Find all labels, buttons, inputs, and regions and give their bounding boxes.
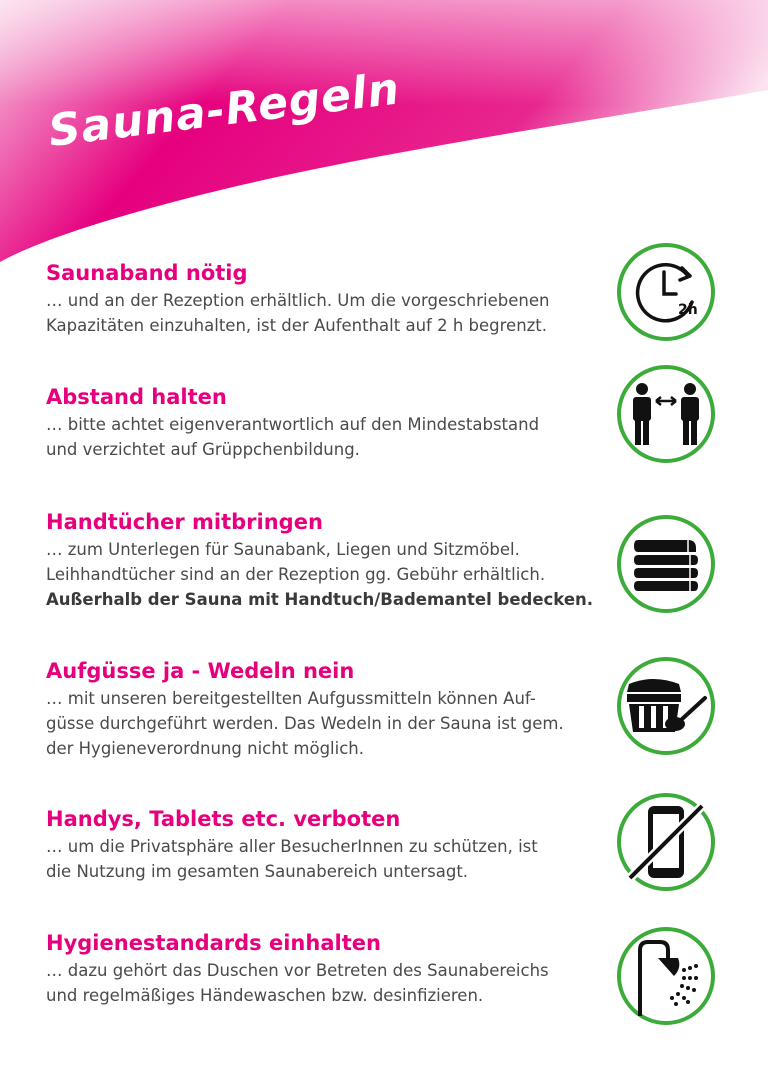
towel-stack-icon bbox=[617, 515, 715, 613]
rule-text: … um die Privatsphäre aller BesucherInnen zu schützen, ist die Nutzung im gesamten Saunabereich untersagt. bbox=[46, 837, 538, 881]
page-title: Sauna-Regeln bbox=[45, 63, 403, 157]
rule-item-hygiene bbox=[46, 930, 606, 1040]
sauna-bucket-ladle-icon bbox=[617, 657, 715, 755]
rule-text: … mit unseren bereitgestellten Aufgussmitteln können Auf- güsse durchgeführt werden. Das Wedeln in der Sauna ist gem. der Hygieneverordnung nicht möglich. bbox=[46, 689, 564, 758]
rule-item-handys bbox=[46, 806, 606, 916]
rule-item-saunaband bbox=[46, 260, 606, 370]
rule-item-abstand bbox=[46, 384, 606, 494]
rule-text: … zum Unterlegen für Saunabank, Liegen und Sitzmöbel. Leihhandtücher sind an der Rezeption gg. Gebühr erhältlich. bbox=[46, 540, 546, 584]
shower-icon bbox=[617, 927, 715, 1025]
rule-text: … und an der Rezeption erhältlich. Um die vorgeschriebenen Kapazitäten einzuhalten, ist der Aufenthalt auf 2 h begrenzt. bbox=[46, 291, 550, 335]
rule-title: Handys, Tablets etc. verboten bbox=[46, 807, 401, 831]
distance-people-icon bbox=[617, 365, 715, 463]
rule-title: Hygienestandards einhalten bbox=[46, 931, 381, 955]
rule-title: Aufgüsse ja - Wedeln nein bbox=[46, 659, 355, 683]
rule-item-handtuecher bbox=[46, 509, 606, 619]
clock-label: 2h bbox=[678, 302, 698, 318]
rule-text: … bitte achtet eigenverantwortlich auf den Mindestabstand und verzichtet auf Grüppchenbildung. bbox=[46, 415, 540, 459]
clock-2h-icon bbox=[617, 243, 715, 341]
rule-text-bold: Außerhalb der Sauna mit Handtuch/Bademantel bedecken. bbox=[46, 590, 594, 609]
rule-title: Handtücher mitbringen bbox=[46, 510, 323, 534]
no-phone-icon bbox=[617, 793, 715, 891]
rule-title: Abstand halten bbox=[46, 385, 227, 409]
rule-title: Saunaband nötig bbox=[46, 261, 248, 285]
rule-item-aufguesse bbox=[46, 658, 606, 768]
rule-text: … dazu gehört das Duschen vor Betreten des Saunabereichs und regelmäßiges Händewaschen bzw. desinfizieren. bbox=[46, 961, 549, 1005]
